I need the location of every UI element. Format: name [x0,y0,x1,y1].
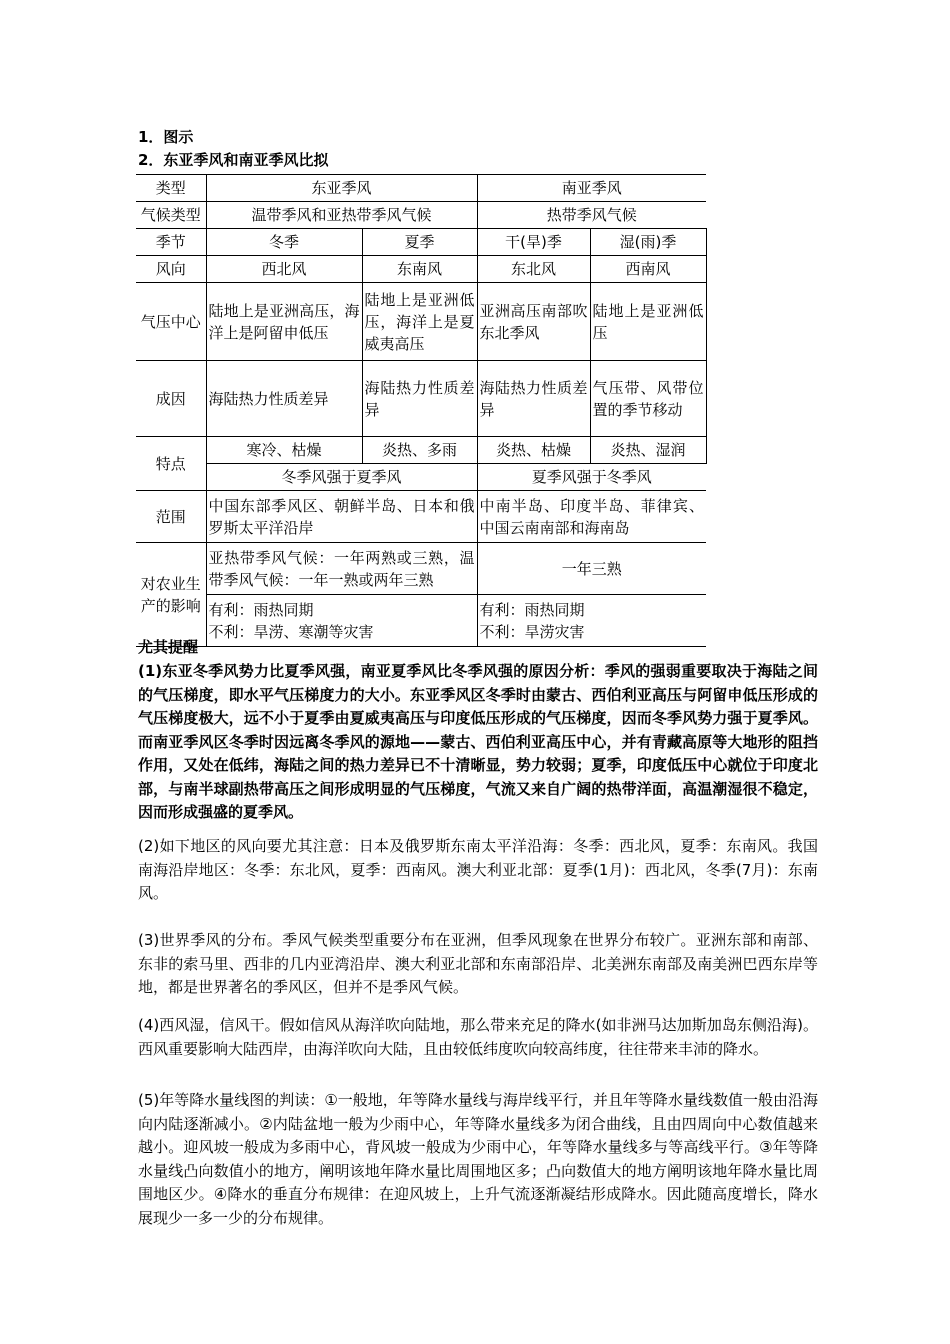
table-row [136,283,706,361]
header-type: 类型 [136,175,206,202]
table-row [136,491,706,543]
cell-wind-winter: 西北风 [206,256,362,283]
cell-pressure-dry: 亚洲高压南部吹东北季风 [477,283,590,361]
paragraph-2: (2)如下地区的风向要尤其注意：日本及俄罗斯东南太平洋沿海：冬季：西北风，夏季：东南风。我国南海沿岸地区：冬季：东北风，夏季：西南风。澳大利亚北部：夏季(1月)：西北风，冬季(7月)：东南风。 [138,837,818,902]
cell-feature-dry: 炎热、枯燥 [477,437,590,464]
cell-wind-wet: 西南风 [590,256,706,283]
cell-pressure-summer: 陆地上是亚洲低压，海洋上是夏威夷高压 [362,283,477,361]
cell-cause-wet: 气压带、风带位置的季节移动 [590,361,706,437]
cell-range-sa: 中南半岛、印度半岛、菲律宾、中国云南南部和海南岛 [477,491,706,543]
row-label-season: 季节 [136,229,206,256]
row-label-pressure: 气压中心 [136,283,206,361]
cell-season-dry: 干(旱)季 [477,229,590,256]
cell-season-winter: 冬季 [206,229,362,256]
section-heading-2: 2．东亚季风和南亚季风比拟 [138,151,329,169]
row-label-wind: 风向 [136,256,206,283]
header-south-asia: 南亚季风 [477,175,706,202]
cell-agri-sa-harvest: 一年三熟 [477,543,706,595]
table-row [136,361,706,437]
paragraph-5: (5)年等降水量线图的判读：①一般地，年等降水量线与海岸线平行，并且年等降水量线数值一般由沿海向内陆逐渐减小。②内陆盆地一般为少雨中心，年等降水量线多为闭合曲线，且由四周向中心数值越来越小。迎风坡一般成为多雨中心，背风坡一般成为少雨中心，年等降水量线多与等高线平行。③年等降水量线凸向数值小的地方，阐明该地年降水量比周围地区多；凸向数值大的地方阐明该地年降水量比周围地区少。④降水的垂直分布规律：在迎风坡上，上升气流逐渐凝结形成降水。因此随高度增长，降水展现少一多一少的分布规律。 [138,1091,818,1227]
cell-feature-sa: 夏季风强于冬季风 [477,464,706,491]
table-row [136,595,706,647]
table-row [136,464,706,491]
paragraph-1: (1)东亚冬季风势力比夏季风强，南亚夏季风比冬季风强的原因分析：季风的强弱重要取决于海陆之间的气压梯度，即水平气压梯度力的大小。东亚季风区冬季时由蒙古、西伯利亚高压与阿留申低压形成的气压梯度极大，远不小于夏季由夏威夷高压与印度低压形成的气压梯度，因而冬季风势力强于夏季风。而南亚季风区冬季时因远离冬季风的源地——蒙古、西伯利亚高压中心，并有青藏高原等大地形的阻挡作用，又处在低纬，海陆之间的热力差异已不十清晰显，势力较弱；夏季，印度低压中心就位于印度北部，与南半球副热带高压之间形成明显的气压梯度，气流又来自广阔的热带洋面，高温潮湿很不稳定，因而形成强盛的夏季风。 [138,662,818,821]
cell-pressure-winter: 陆地上是亚洲高压，海洋上是阿留申低压 [206,283,362,361]
agri-sa-con: 不利：旱涝灾害 [479,622,585,641]
table-row [136,175,706,202]
cell-cause-summer: 海陆热力性质差异 [362,361,477,437]
header-east-asia: 东亚季风 [206,175,477,202]
row-label-agriculture: 对农业生产的影响 [136,543,206,647]
table-row [136,202,706,229]
cell-season-summer: 夏季 [362,229,477,256]
cell-wind-summer: 东南风 [362,256,477,283]
tip-title: 尤其提醒 [138,638,199,656]
row-label-cause: 成因 [136,361,206,437]
cell-feature-summer: 炎热、多雨 [362,437,477,464]
cell-cause-winter: 海陆热力性质差异 [206,361,362,437]
agri-ea-con: 不利：旱涝、寒潮等灾害 [208,622,374,641]
row-label-climate: 气候类型 [136,202,206,229]
cell-pressure-wet: 陆地上是亚洲低压 [590,283,706,361]
agri-sa-pro: 有利：雨热同期 [479,600,585,619]
table-row [136,229,706,256]
cell-season-wet: 湿(雨)季 [590,229,706,256]
cell-feature-ea: 冬季风强于夏季风 [206,464,477,491]
cell-climate-ea: 温带季风和亚热带季风气候 [206,202,477,229]
cell-wind-dry: 东北风 [477,256,590,283]
row-label-feature: 特点 [136,437,206,491]
table-row [136,256,706,283]
cell-agri-ea-harvest: 亚热带季风气候：一年两熟或三熟，温带季风气候：一年一熟或两年三熟 [206,543,477,595]
table-row [136,543,706,595]
agri-ea-pro: 有利：雨热同期 [208,600,314,619]
cell-climate-sa: 热带季风气候 [477,202,706,229]
cell-agri-ea-effect [206,595,477,647]
table-row [136,437,706,464]
row-label-range: 范围 [136,491,206,543]
paragraph-4: (4)西风湿，信风干。假如信风从海洋吹向陆地，那么带来充足的降水(如非洲马达加斯加岛东侧沿海)。西风重要影响大陆西岸，由海洋吹向大陆，且由较低纬度吹向较高纬度，往往带来丰沛的降水。 [138,1016,818,1058]
cell-agri-sa-effect [477,595,706,647]
cell-feature-wet: 炎热、湿润 [590,437,706,464]
paragraph-3: (3)世界季风的分布。季风气候类型重要分布在亚洲，但季风现象在世界分布较广。亚洲东部和南部、东非的索马里、西非的几内亚湾沿岸、澳大利亚北部和东南部沿岸、北美洲东南部及南美洲巴西东岸等地，都是世界著名的季风区，但并不是季风气候。 [138,931,818,996]
cell-cause-dry: 海陆热力性质差异 [477,361,590,437]
cell-range-ea: 中国东部季风区、朝鲜半岛、日本和俄罗斯太平洋沿岸 [206,491,477,543]
monsoon-comparison-table [136,174,707,647]
cell-feature-winter: 寒冷、枯燥 [206,437,362,464]
section-heading-1: 1．图示 [138,128,194,146]
